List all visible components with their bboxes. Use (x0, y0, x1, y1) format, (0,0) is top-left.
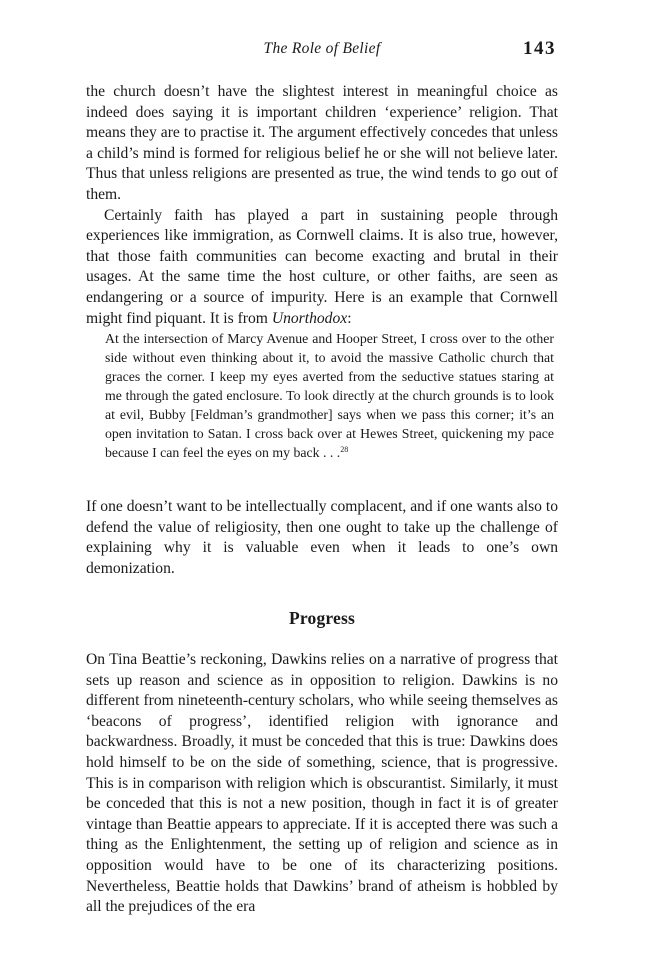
body-text-section (86, 650, 558, 918)
paragraph: If one doesn’t want to be intellectually complacent, and if one wants also to defend the value of religiosity, then one ought to take up the challenge of explaining why it is valuable even when it leads to one’s own demonization. (86, 498, 558, 577)
page-number: 143 (523, 38, 556, 59)
footnote-ref: 28 (340, 445, 349, 454)
paragraph-indented (86, 206, 558, 330)
punctuation: : (347, 309, 352, 327)
running-title: The Role of Belief (263, 40, 381, 57)
paragraph: the church doesn’t have the slightest interest in meaningful choice as indeed does saying it is important children ‘experience’ religion. That means they are to practise it. The argument effectively concedes that unless a child’s mind is formed for religious belief he or she will not believe later. Thus that unless religions are presented as true, the wind tends to go out of them. (86, 83, 558, 203)
book-title: Unorthodox (271, 309, 348, 327)
paragraph: On Tina Beattie’s reckoning, Dawkins relies on a narrative of progress that sets up reason and science as in opposition to religion. Dawkins is no different from nineteenth-century scholars, who while seeing themselves as ‘beacons of progress’, identified religion with ignorance and backwardness. Broadly, it must be conceded that this is true: Dawkins does hold himself to be on the side of something, science, that is progressive. This is in comparison with religion which is obscurantist. Similarly, it must be conceded that this is not a new position, though in fact it is of greater vintage than Beattie appears to appreciate. If it is accepted there was such a thing as the Enlightenment, the setting up of religion and science as in opposition would have to be one of its characterizing positions. Nevertheless, Beattie holds that Dawkins’ brand of atheism is hobbled by all the prejudices of the era (86, 651, 558, 916)
section-heading: Progress (288, 608, 356, 628)
paragraph-text: Certainly faith has played a part in sustaining people through experiences like immigration, as Cornwell claims. It is also true, however, that those faith communities can become exacting and brutal in their usages. At the same time the host culture, or other faiths, are seen as endangering or a source of impurity. Here is an example that Cornwell might find piquant. It is from (86, 206, 558, 327)
block-quote (105, 329, 554, 462)
body-text-after-quote (86, 497, 558, 579)
body-text-top (86, 82, 558, 329)
quote-text: At the intersection of Marcy Avenue and Hooper Street, I cross over to the other side without even thinking about it, to avoid the massive Catholic church that graces the corner. I keep my eyes averted from the seductive statues staring at me through the gated enclosure. To look directly at the church grounds is to look at evil, Bubby [Feldman’s grandmother] says when we pass this corner; it’s an open invitation to Satan. I cross back over at Hewes Street, quickening my pace because I can feel the eyes on my back . . . (105, 331, 554, 460)
running-head (86, 40, 558, 62)
